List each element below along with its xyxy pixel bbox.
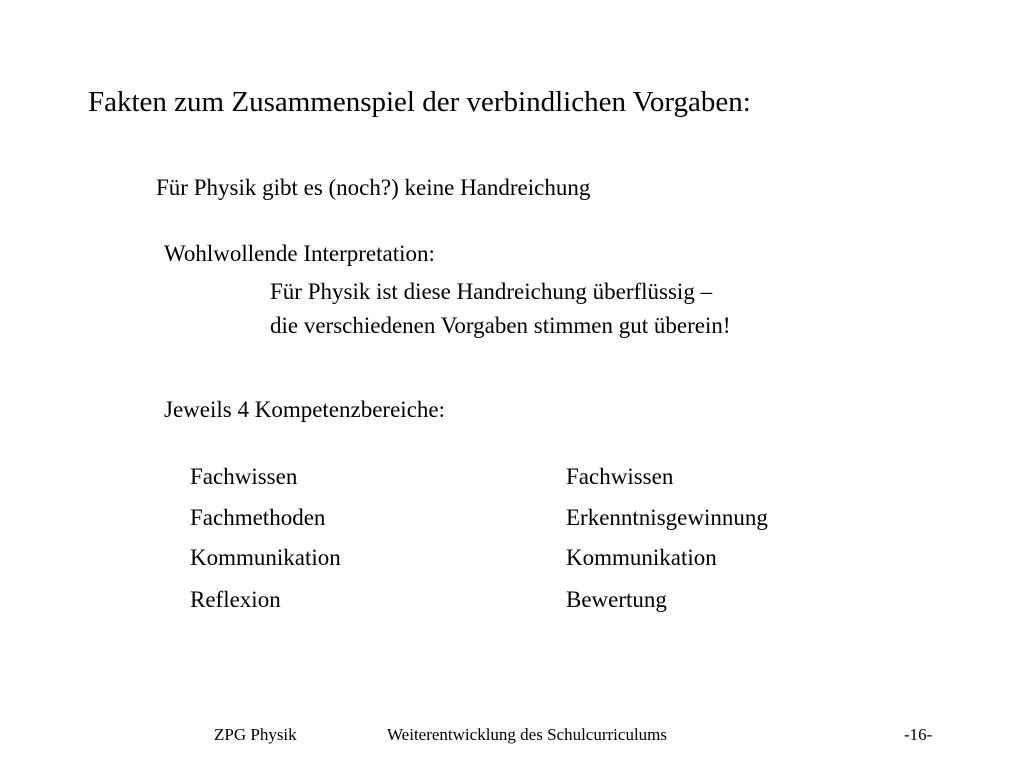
competence-left-item: Kommunikation [190,545,341,570]
competence-left-item: Fachmethoden [190,505,326,530]
competence-right-item: Bewertung [566,587,667,612]
interpretation-heading: Wohlwollende Interpretation: [164,241,435,266]
page-number: -16- [904,725,933,744]
competence-right-item: Fachwissen [566,464,674,489]
handreichung-statement: Für Physik gibt es (noch?) keine Handreichung [156,175,591,200]
interpretation-line-2: die verschiedenen Vorgaben stimmen gut überein! [270,313,731,338]
competence-right-item: Erkenntnisgewinnung [566,505,768,530]
interpretation-line-1: Für Physik ist diese Handreichung überflüssig – [270,279,713,304]
competence-left-item: Reflexion [190,587,281,612]
competence-right-item: Kommunikation [566,545,717,570]
footer-topic: Weiterentwicklung des Schulcurriculums [387,725,668,744]
competence-left-item: Fachwissen [190,464,298,489]
footer-organization: ZPG Physik [214,725,297,744]
slide-title: Fakten zum Zusammenspiel der verbindlichen Vorgaben: [88,86,751,118]
competence-heading: Jeweils 4 Kompetenzbereiche: [164,397,445,422]
